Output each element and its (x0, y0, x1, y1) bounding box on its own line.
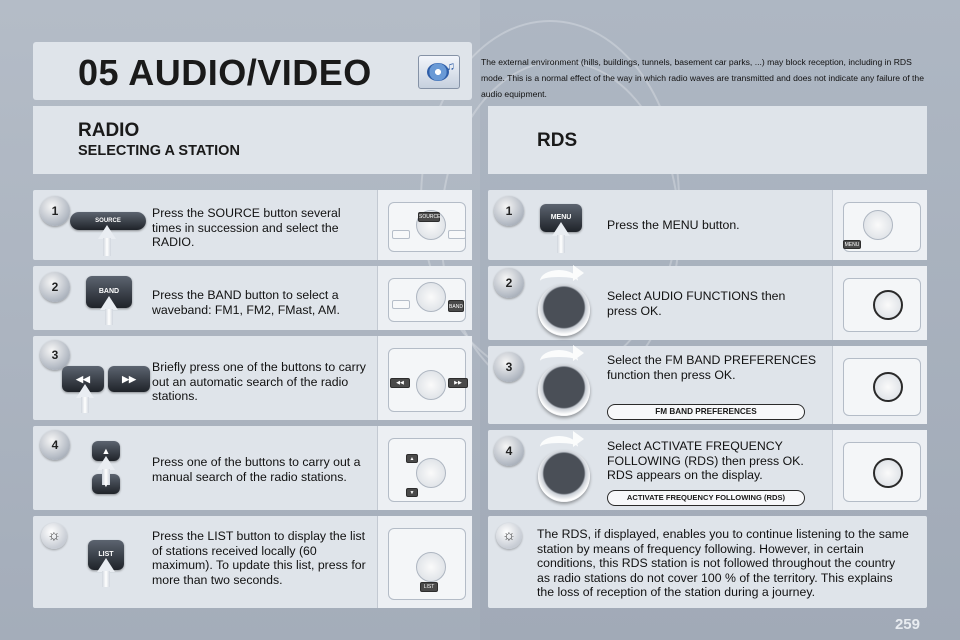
radio-subtitle: SELECTING A STATION (78, 143, 240, 159)
band-button-picture: BAND (86, 276, 132, 308)
press-arrow-stem (103, 238, 111, 256)
menu-button-picture: MENU (540, 204, 582, 232)
step-number-badge: 1 (494, 196, 524, 226)
step-number-badge: 2 (40, 272, 70, 302)
seek-forward-button-picture: ▶▶ (108, 366, 150, 392)
step-number-badge: 2 (494, 268, 524, 298)
rds-tip-text: The RDS, if displayed, enables you to continue listening to the same station by means of frequency following. However, in certain conditions, this RDS station is not followed throughout the country as radio stations do not cover 100 % of the territory. This explains the loss of reception of the station during a journey. (537, 527, 909, 599)
tune-up-key-highlight: ▲ (406, 454, 418, 463)
page-number: 259 (894, 616, 920, 633)
radio-step-1-text: Press the SOURCE button several times in succession and select the RADIO. (152, 206, 341, 249)
radio-step-2-text: Press the BAND button to select a waveband: FM1, FM2, FMast, AM. (152, 288, 340, 317)
rotary-dial-picture (538, 284, 590, 336)
press-arrow-stem (102, 469, 110, 485)
press-arrow-icon (552, 222, 570, 236)
list-key-highlight: LIST (420, 582, 438, 592)
panel-key (392, 300, 410, 309)
rds-step-2-text: Select AUDIO FUNCTIONS then press OK. (607, 289, 786, 318)
press-arrow-stem (105, 309, 113, 325)
panel-knob (863, 210, 893, 240)
seek-back-button-picture: ◀◀ (62, 366, 104, 392)
press-arrow-icon (100, 296, 118, 310)
rds-panel-thumbnail (832, 266, 927, 340)
rds-panel-thumbnail (832, 346, 927, 424)
music-note-icon: ♫ (446, 59, 455, 73)
list-button-picture: LIST (88, 540, 124, 570)
press-arrow-stem (102, 571, 110, 587)
source-button-picture: SOURCE (70, 212, 146, 230)
rotary-dial-picture (538, 364, 590, 416)
menu-key-highlight: MENU (844, 242, 860, 248)
panel-key (392, 230, 410, 239)
rds-title: RDS (537, 130, 578, 151)
seek-back-key-highlight: ◀◀ (390, 378, 410, 388)
seek-forward-key-highlight: ▶▶ (448, 378, 468, 388)
panel-knob (873, 458, 903, 488)
radio-step-4-text: Press one of the buttons to carry out a manual search of the radio stations. (152, 455, 361, 484)
rds-step-1-text: Press the MENU button. (607, 218, 740, 232)
radio-tip-text: Press the LIST button to display the list of stations received locally (60 maximum). To update this list, press for more than two seconds. (152, 529, 366, 587)
sun-tip-icon: ☼ (41, 523, 67, 549)
press-arrow-icon (97, 456, 115, 470)
rds-panel-thumbnail (832, 190, 927, 260)
panel-knob (416, 370, 446, 400)
press-arrow-icon (97, 558, 115, 572)
radio-panel-thumbnail (377, 266, 472, 330)
radio-title: RADIO (78, 120, 140, 141)
rds-step-4-text: Select ACTIVATE FREQUENCY FOLLOWING (RDS) then press OK. RDS appears on the display. (607, 439, 804, 482)
radio-panel-thumbnail (377, 336, 472, 420)
tune-up-button-picture: ▲ (92, 441, 120, 461)
band-key-highlight: BAND (448, 300, 464, 312)
radio-panel-thumbnail (377, 516, 472, 608)
press-arrow-stem (81, 397, 89, 413)
intro-note: The external environment (hills, buildings, tunnels, basement car parks, ...) may block reception, including in RDS mode. This is a normal effect of the way in which radio waves are transmitted and does not indicate any failure of the audio equipment. (481, 57, 924, 100)
fm-band-preferences-label: FM BAND PREFERENCES (607, 404, 805, 420)
panel-key (448, 230, 466, 239)
press-arrow-icon (98, 225, 116, 239)
rds-step-3-text: Select the FM BAND PREFERENCES function then press OK. (607, 353, 817, 382)
panel-knob (873, 290, 903, 320)
panel-knob (416, 552, 446, 582)
panel-knob (873, 372, 903, 402)
activate-frequency-following-label: ACTIVATE FREQUENCY FOLLOWING (RDS) (607, 490, 805, 506)
source-key-highlight: SOURCE (419, 214, 441, 220)
sun-tip-icon: ☼ (496, 523, 522, 549)
radio-step-3-text: Briefly press one of the buttons to carry out an automatic search of the radio stations. (152, 360, 366, 403)
audio-video-icon (418, 55, 460, 89)
rotary-dial-picture (538, 450, 590, 502)
radio-panel-thumbnail (377, 426, 472, 510)
step-number-badge: 4 (40, 430, 70, 460)
step-number-badge: 1 (40, 196, 70, 226)
press-arrow-icon (76, 384, 94, 398)
page-title: 05 AUDIO/VIDEO (78, 52, 372, 93)
press-arrow-stem (557, 235, 565, 253)
step-number-badge: 4 (494, 436, 524, 466)
panel-knob (416, 282, 446, 312)
step-number-badge: 3 (494, 352, 524, 382)
rds-panel-thumbnail (832, 430, 927, 510)
step-number-badge: 3 (40, 340, 70, 370)
panel-knob (416, 458, 446, 488)
tune-down-key-highlight: ▼ (406, 488, 418, 497)
radio-panel-thumbnail (377, 190, 472, 260)
